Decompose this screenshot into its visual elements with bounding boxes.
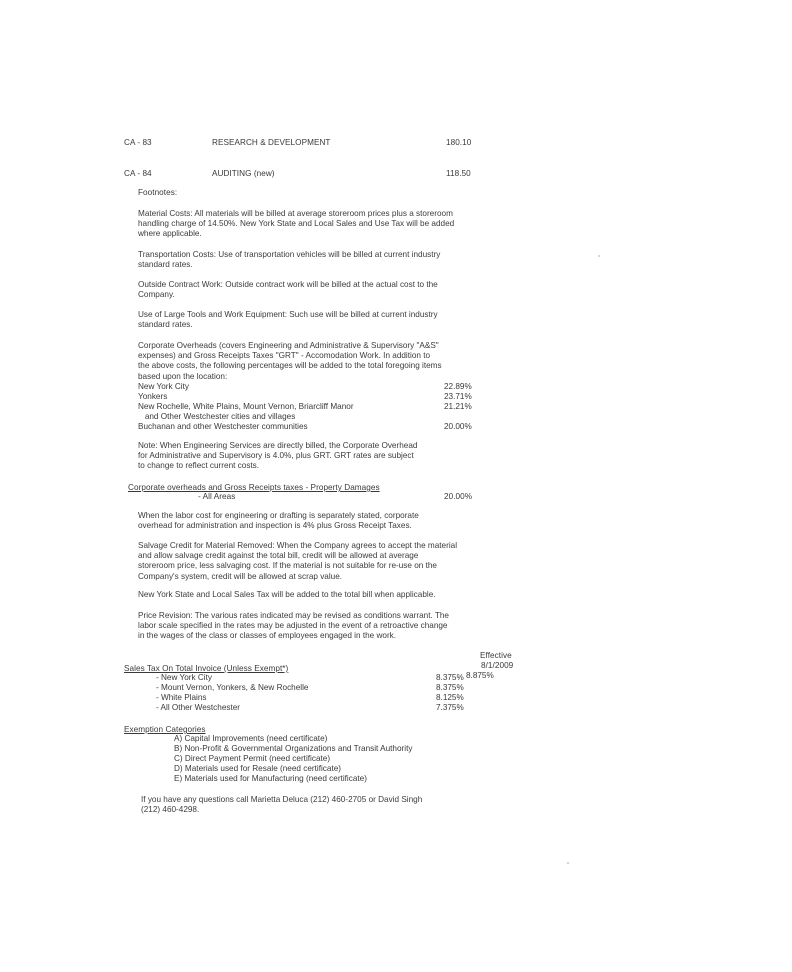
text-line: Transportation Costs: Use of transportation vehicles will be billed at current industry <box>138 250 441 259</box>
outside-contract-paragraph <box>138 280 438 300</box>
text-line: for Administrative and Supervisory is 4.0%, plus GRT. GRT rates are subject <box>138 451 414 461</box>
text-line: in the wages of the class or classes of employees engaged in the work. <box>138 631 397 641</box>
text-line: Company. <box>138 290 175 300</box>
nys-sales-tax-paragraph <box>138 590 436 600</box>
text-line: Use of Large Tools and Work Equipment: Such use will be billed at current industry <box>138 310 438 319</box>
text-line: standard rates. <box>138 320 193 330</box>
sales-tax-row-rate: 8.375% <box>436 683 464 692</box>
text-line: labor scale specified in the rates may be adjusted in the event of a retroactive change <box>138 621 448 631</box>
contact-paragraph <box>141 795 422 815</box>
exemption-item: C) Direct Payment Permit (need certificate) <box>174 754 331 763</box>
text-line: Outside Contract Work: Outside contract work will be billed at the actual cost to the <box>138 280 438 289</box>
note-paragraph <box>138 441 417 472</box>
exemption-item: D) Materials used for Resale (need certificate) <box>174 764 342 773</box>
sales-tax-row-rate: 8.375% <box>436 673 464 682</box>
text-line: When the labor cost for engineering or drafting is separately stated, corporate <box>138 511 419 520</box>
property-damages-pct: 20.00% <box>444 492 473 501</box>
sales-tax-row-name: - White Plains <box>156 693 207 702</box>
location-row <box>138 422 308 432</box>
sales-tax-heading: Sales Tax On Total Invoice (Unless Exempt*) <box>124 664 289 673</box>
text-line: handling charge of 14.50%. New York State and Local Sales and Use Tax will be added <box>138 219 455 229</box>
text-line: Price Revision: The various rates indicated may be revised as conditions warrant. The <box>138 611 449 620</box>
scan-speck <box>567 862 569 864</box>
effective-label: Effective <box>480 651 512 660</box>
location-pct: 21.21% <box>444 402 472 411</box>
transportation-paragraph <box>138 250 440 270</box>
text-line: Material Costs: All materials will be billed at average storeroom prices plus a storeroom <box>138 209 453 218</box>
location-name: and Other Westchester cities and villages <box>138 412 296 421</box>
code-ca-84-name: AUDITING (new) <box>212 169 275 178</box>
location-pct: 20.00% <box>444 422 472 431</box>
exemption-item: A) Capital Improvements (need certificate) <box>174 734 328 743</box>
sales-tax-row-rate: 7.375% <box>436 703 464 712</box>
text-line: If you have any questions call Marietta Deluca (212) 460-2705 or David Singh <box>141 795 423 804</box>
material-costs-paragraph <box>138 209 454 240</box>
sales-tax-row-name: - All Other Westchester <box>156 703 241 712</box>
sales-tax-row-name: - Mount Vernon, Yonkers, & New Rochelle <box>156 683 309 692</box>
exemption-heading: Exemption Categories <box>124 725 206 734</box>
price-revision-paragraph <box>138 611 449 642</box>
location-name: Yonkers <box>138 392 168 401</box>
text-line: based upon the location: <box>138 371 228 381</box>
sales-tax-row-effective: 8.875% <box>466 671 494 680</box>
text-line: to change to reflect current costs. <box>138 461 260 471</box>
location-row <box>138 382 189 392</box>
location-row <box>138 402 354 412</box>
location-pct: 22.89% <box>444 382 472 391</box>
location-name: Buchanan and other Westchester communities <box>138 422 308 431</box>
exemption-item: B) Non-Profit & Governmental Organizations and Transit Authority <box>174 744 413 753</box>
code-ca-84-rate: 118.50 <box>446 169 471 178</box>
code-ca-83-rate: 180.10 <box>446 138 472 147</box>
text-line: Note: When Engineering Services are directly billed, the Corporate Overhead <box>138 441 418 450</box>
location-row <box>138 392 167 402</box>
text-line: overhead for administration and inspection is 4% plus Gross Receipt Taxes. <box>138 521 412 531</box>
location-name: New Rochelle, White Plains, Mount Vernon, Briarcliff Manor <box>138 402 354 411</box>
code-ca-83: CA - 83 <box>124 138 152 147</box>
large-tools-paragraph <box>138 310 438 330</box>
text-line: Corporate Overheads (covers Engineering and Administrative & Supervisory "A&S" <box>138 341 439 350</box>
salvage-credit-paragraph <box>138 541 457 582</box>
effective-date: 8/1/2009 <box>481 661 514 670</box>
text-line: where applicable. <box>138 229 202 239</box>
text-line: storeroom price, less salvaging cost. If the material is not suitable for re-use on the <box>138 561 437 571</box>
text-line: the above costs, the following percentages will be added to the total foregoing items <box>138 361 442 371</box>
corporate-overheads-paragraph <box>138 341 442 382</box>
property-damages-sub: - All Areas <box>198 492 236 501</box>
exemption-item: E) Materials used for Manufacturing (need certificate) <box>174 774 367 783</box>
code-ca-84: CA - 84 <box>124 169 152 178</box>
text-line: (212) 460-4298. <box>141 805 200 815</box>
text-line: and allow salvage credit against the total bill, credit will be allowed at average <box>138 551 419 561</box>
property-damages-heading: Corporate overheads and Gross Receipts taxes - Property Damages <box>128 483 380 492</box>
text-line: expenses) and Gross Receipts Taxes "GRT" - Accomodation Work. In addition to <box>138 351 431 361</box>
location-row <box>138 412 295 422</box>
text-line: Salvage Credit for Material Removed: When the Company agrees to accept the material <box>138 541 458 550</box>
text-line: New York State and Local Sales Tax will be added to the total bill when applicable. <box>138 590 436 599</box>
location-pct: 23.71% <box>444 392 472 401</box>
scan-speck <box>598 255 600 257</box>
location-name: New York City <box>138 382 189 391</box>
labor-cost-paragraph <box>138 511 419 531</box>
sales-tax-row-name: - New York City <box>156 673 212 682</box>
code-ca-83-name: RESEARCH & DEVELOPMENT <box>212 138 331 147</box>
sales-tax-row-rate: 8.125% <box>436 693 464 702</box>
text-line: standard rates. <box>138 260 193 270</box>
footnotes-heading: Footnotes: <box>138 188 178 197</box>
text-line: Company's system, credit will be allowed at scrap value. <box>138 571 343 581</box>
